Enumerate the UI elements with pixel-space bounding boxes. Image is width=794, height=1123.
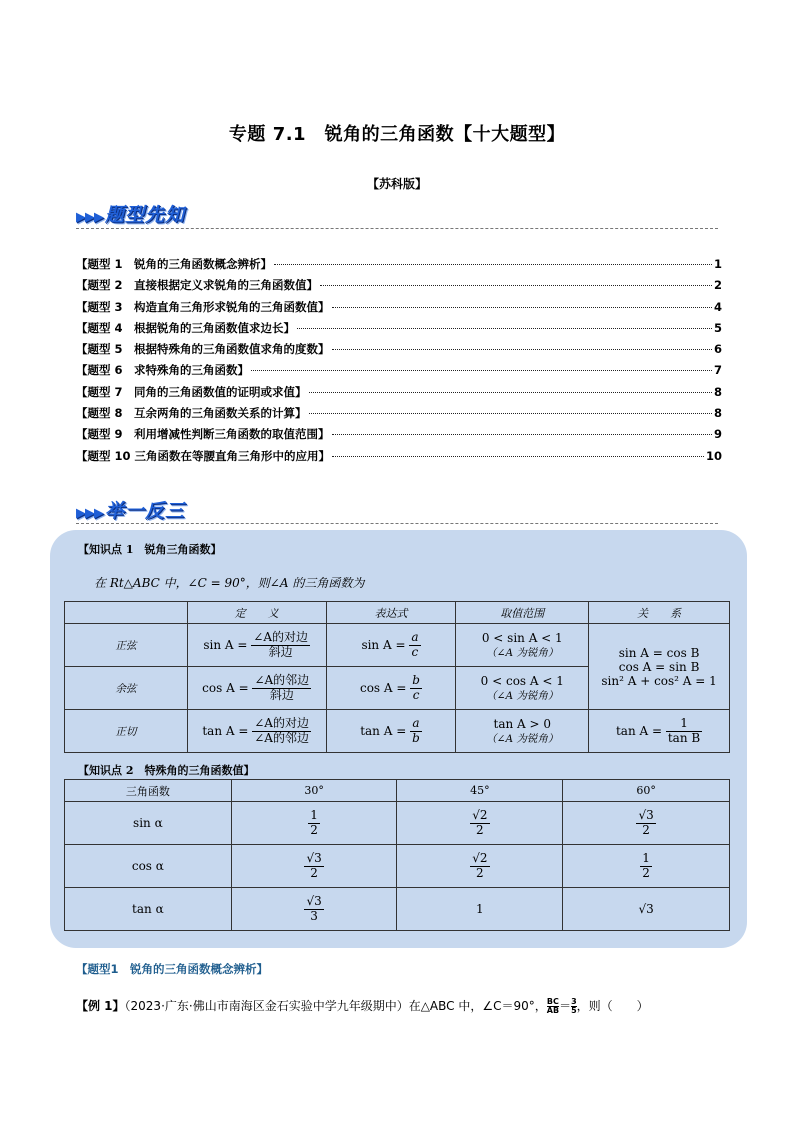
toc-item[interactable]: 【题型 3 构造直角三角形求锐角的三角函数值】 4 [76,299,722,314]
example-1: 【例 1】（2023·广东·佛山市南海区金石实验中学九年级期中）在△ABC 中，∠C＝90°， $\frac{BC}{AB}$ ＝ $\frac{3}{5}$ ，则（ ） [76,996,649,1015]
edition-label: 【苏科版】 [366,177,427,191]
table-row: 正切 tan A = $\frac{\text{∠A的对边}}{\text{∠A的邻边}}$ tan A = $\frac{a}{b}$ tan A > 0 （∠A 为锐角） tan A = $\frac{1}{\text{tan B}}$ [65,710,730,753]
knowledge-1-heading: 【知识点 1 锐角三角函数】 [78,543,222,556]
table-header-row: 三角函数 30° 45° 60° [65,780,730,802]
knowledge-2-heading: 【知识点 2 特殊角的三角函数值】 [78,764,255,777]
toc-item[interactable]: 【题型 1 锐角的三角函数概念辨析】 1 [76,257,722,271]
overview-banner: ▶▶▶ 题型先知 [76,204,186,226]
table-row: 余弦 cos A = $\frac{\text{∠A的邻边}}{\text{斜边}}$ cos A = $\frac{b}{c}$ 0 < cos A < 1 （∠A 为锐角） [65,667,730,710]
practice-divider [76,523,718,524]
toc-item[interactable]: 【题型 8 互余两角的三角函数关系的计算】 8 [76,406,722,421]
triple-arrow-icon: ▶▶▶ [76,506,103,521]
practice-banner: ▶▶▶ 举一反三 [76,500,186,522]
section-heading-type-1: 【题型1 锐角的三角函数概念辨析】 [76,962,268,976]
table-of-contents [76,256,722,469]
special-angle-table [64,779,730,931]
toc-item[interactable]: 【题型 5 根据特殊角的三角函数值求角的度数】 6 [76,342,722,357]
toc-item[interactable]: 【题型 6 求特殊角的三角函数】 7 [76,363,722,378]
toc-item[interactable]: 【题型 2 直接根据定义求锐角的三角函数值】 2 [76,278,722,293]
toc-item[interactable]: 【题型 7 同角的三角函数值的证明或求值】 8 [76,384,722,399]
triple-arrow-icon: ▶▶▶ [76,210,103,225]
toc-item[interactable]: 【题型 9 利用增减性判断三角函数的取值范围】 9 [76,427,722,442]
knowledge-1-intro: 在 Rt△ABC 中，∠C = 90°，则∠A 的三角函数为 [94,576,365,590]
table-header-row: 定 义 表达式 取值范围 关 系 [65,602,730,624]
table-row: 正弦 sin A = $\frac{\text{∠A的对边}}{\text{斜边}}$ sin A = $\frac{a}{c}$ 0 < sin A < 1 （∠A 为锐角） sin A = cos B cos A = sin B sin² A + cos² A = 1 [65,624,730,667]
table-row: sin α $\frac{1}{2}$ $\frac{√2}{2}$ $\frac{√3}{2}$ [65,802,730,845]
table-row: tan α $\frac{√3}{3}$ 1 √3 [65,888,730,931]
overview-divider [76,228,718,229]
toc-item[interactable]: 【题型 10 三角函数在等腰直角三角形中的应用】 10 [76,448,722,463]
table-row: cos α $\frac{√3}{2}$ $\frac{√2}{2}$ $\frac{1}{2}$ [65,845,730,888]
trig-definition-table [64,601,730,753]
page-title: 专题 7.1 锐角的三角函数【十大题型】 [228,124,566,145]
toc-item[interactable]: 【题型 4 根据锐角的三角函数值求边长】 5 [76,320,722,335]
